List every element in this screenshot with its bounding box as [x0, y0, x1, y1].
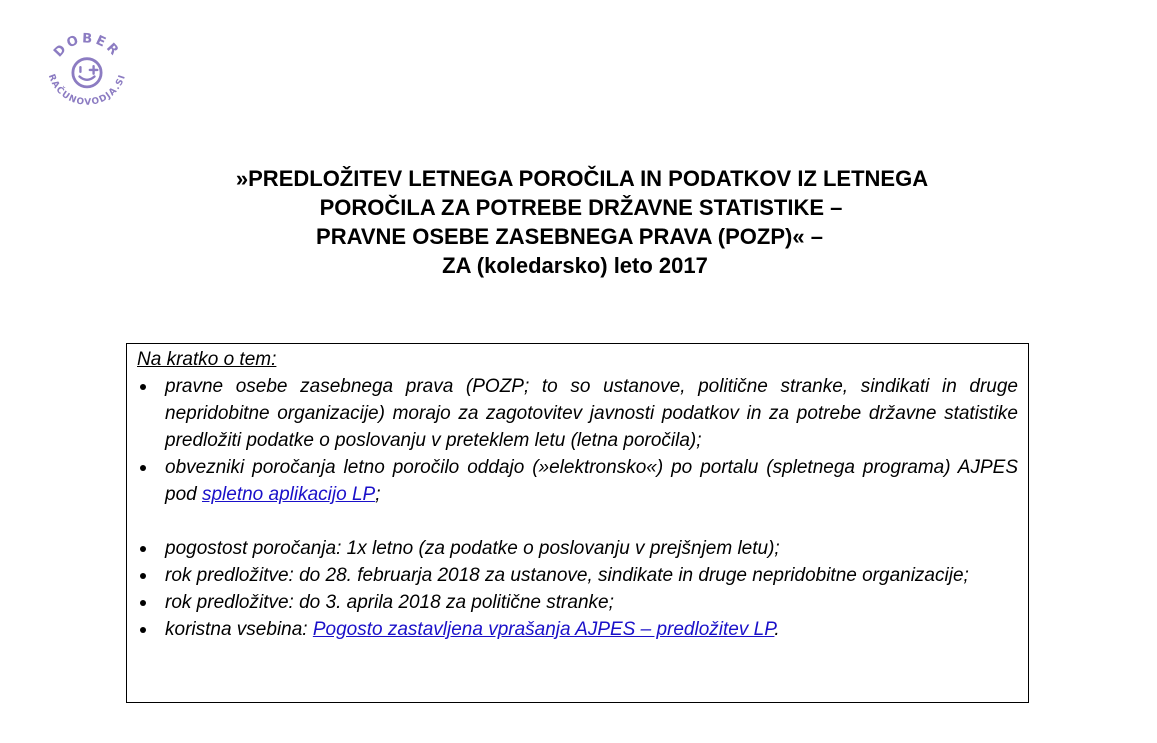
list-item-text: pravne osebe zasebnega prava (POZP; to so ustanove, politične stranke, sindikati in druge nepridobitne organizacije) morajo za zagotovitev javnosti podatkov in za potrebe državne statistike predložiti podatke o poslovanju v preteklem letu (letna poročila);	[165, 376, 1018, 451]
faq-ajpes-link[interactable]: Pogosto zastavljena vprašanja AJPES – predložitev LP	[312, 619, 775, 640]
title-line-2: POROČILA ZA POTREBE DRŽAVNE STATISTIKE –	[319, 195, 843, 220]
summary-heading: Na kratko o tem:	[137, 349, 277, 370]
list-item-suffix: ;	[375, 484, 381, 505]
bullet-icon	[140, 546, 146, 552]
list-item-text: koristna vsebina:	[165, 619, 313, 640]
bullet-icon	[140, 573, 146, 579]
bullet-icon	[140, 600, 146, 606]
list-item	[137, 454, 1018, 508]
title-line-1: »PREDLOŽITEV LETNEGA POROČILA IN PODATKOV IZ LETNEGA	[235, 166, 929, 191]
logo-top-text: DOBER	[51, 31, 123, 61]
summary-box	[126, 343, 1029, 703]
bullet-icon	[140, 627, 146, 633]
list-item-suffix: .	[774, 619, 780, 640]
logo-bottom-text: RAČUNOVODJA.SI	[45, 72, 129, 108]
list-item-text: rok predložitve: do 28. februarja 2018 za ustanove, sindikate in druge nepridobitne organizacije;	[165, 565, 969, 586]
list-item-text: pogostost poročanja: 1x letno (za podatke o poslovanju v prejšnjem letu);	[165, 538, 780, 559]
list-item	[137, 373, 1018, 454]
list-item	[137, 562, 1018, 589]
document-title	[0, 164, 1157, 280]
list-item-text: rok predložitve: do 3. aprila 2018 za politične stranke;	[165, 592, 614, 613]
list-item	[137, 535, 1018, 562]
logo-graphic	[40, 22, 134, 116]
bullet-icon	[140, 384, 146, 390]
summary-list	[137, 373, 1018, 643]
list-item	[137, 589, 1018, 616]
title-line-3: PRAVNE OSEBE ZASEBNEGA PRAVA (POZP)« –	[316, 224, 823, 249]
title-line-4: ZA (koledarsko) leto 2017	[442, 253, 708, 278]
bullet-icon	[140, 465, 146, 471]
list-item	[137, 616, 1018, 643]
smiley-face-icon	[73, 59, 101, 87]
spletno-aplikacijo-lp-link[interactable]: spletno aplikacijo LP	[201, 484, 376, 505]
dober-racunovodja-logo	[40, 22, 134, 116]
list-item-text: obvezniki poročanja letno poročilo oddajo (»elektronsko«) po portalu (spletnega programa) AJPES pod	[165, 457, 1018, 505]
